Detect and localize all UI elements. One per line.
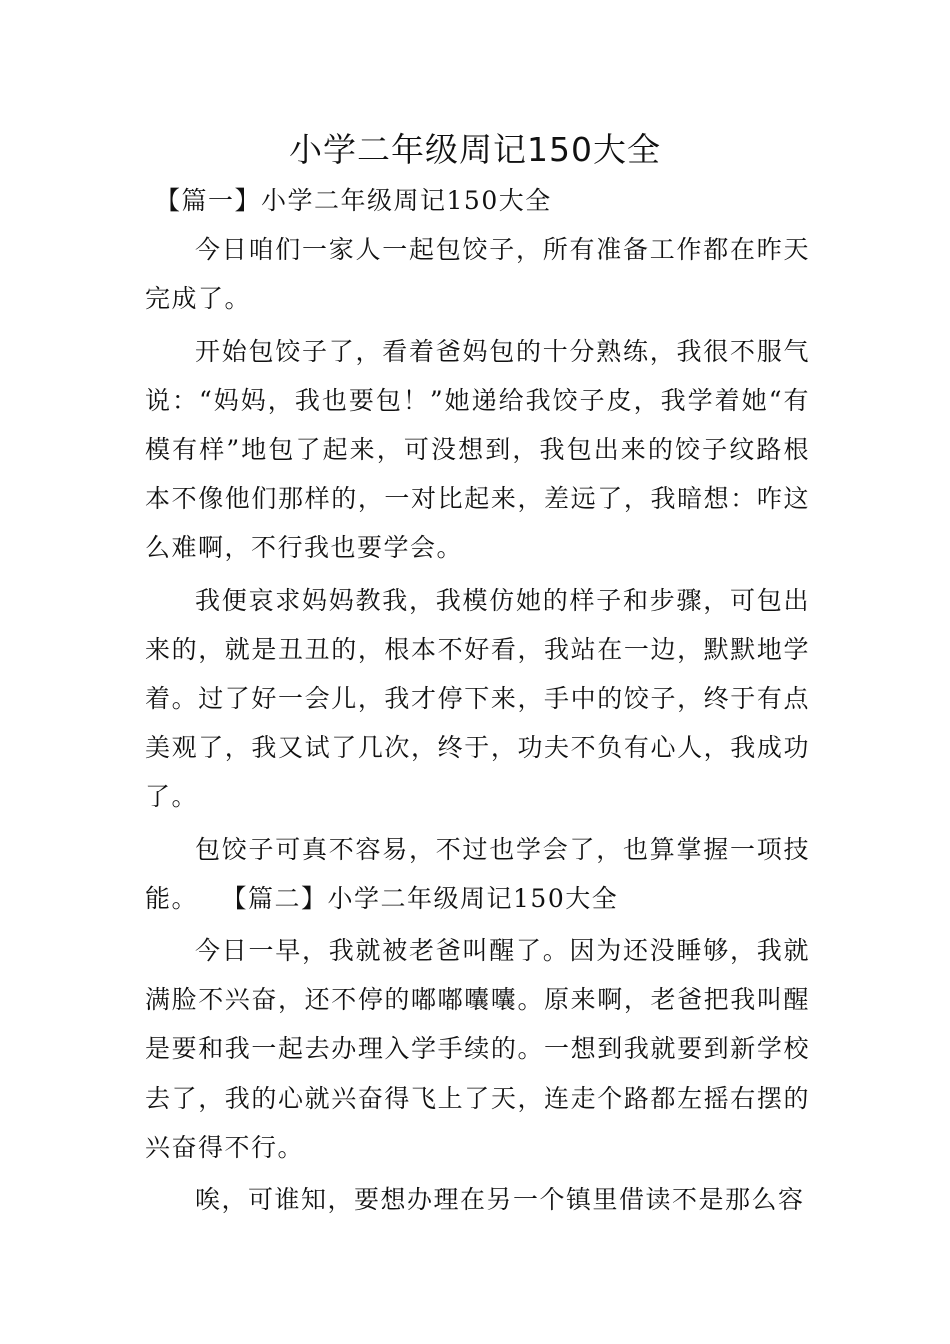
paragraph-4-text: 包饺子可真不容易，不过也学会了，也算掌握一项技能。: [145, 834, 810, 913]
paragraph-5: 今日一早，我就被老爸叫醒了。因为还没睡够，我就满脸不兴奋，还不停的嘟嘟囔囔。原来啊，老爸把我叫醒是要和我一起去办理入学手续的。一想到我就要到新学校去了，我的心就兴奋得飞上了天，连走个路都左摇右摆的兴奋得不行。: [145, 936, 810, 1162]
document-body: [145, 176, 810, 1224]
paragraph-4: [145, 825, 810, 923]
paragraph-2: 开始包饺子了，看着爸妈包的十分熟练，我很不服气说：“妈妈，我也要包！”她递给我饺子皮，我学着她“有模有样”地包了起来，可没想到，我包出来的饺子纹路根本不像他们那样的，一对比起来，差远了，我暗想：咋这么难啊，不行我也要学会。: [145, 336, 810, 563]
document-title: 小学二年级周记150大全: [289, 130, 661, 169]
section-heading-1: 【篇一】小学二年级周记150大全: [155, 186, 552, 215]
section-heading-2: 【篇二】小学二年级周记150大全: [234, 883, 619, 913]
paragraph-6: 唉，可谁知，要想办理在另一个镇里借读不是那么容: [195, 1185, 805, 1215]
paragraph-1: 今日咱们一家人一起包饺子，所有准备工作都在昨天完成了。: [145, 235, 810, 314]
paragraph-3: 我便哀求妈妈教我，我模仿她的样子和步骤，可包出来的，就是丑丑的，根本不好看，我站在一边，默默地学着。过了好一会儿，我才停下来，手中的饺子，终于有点美观了，我又试了几次，终于，功夫不负有心人，我成功了。: [145, 585, 810, 812]
